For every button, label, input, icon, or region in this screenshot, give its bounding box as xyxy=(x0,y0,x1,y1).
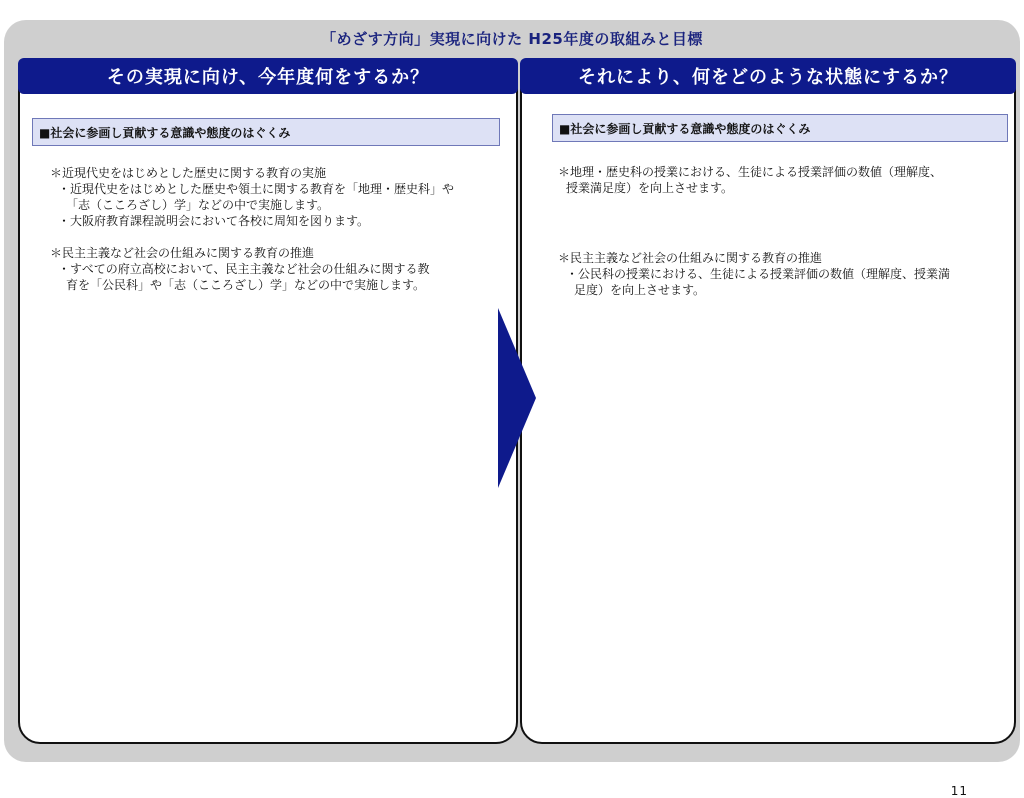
right-item-2-head: ＊民主主義など社会の仕組みに関する教育の推進 xyxy=(558,251,823,265)
left-panel-header: その実現に向け、今年度何をするか？ xyxy=(18,58,518,94)
page-number: 11 xyxy=(950,784,968,798)
left-panel xyxy=(18,58,518,744)
left-item-2-line-1: ・すべての府立高校において、民主主義など社会の仕組みに関する教 xyxy=(58,262,430,276)
left-item-2-head: ＊民主主義など社会の仕組みに関する教育の推進 xyxy=(50,246,315,260)
left-panel-content xyxy=(50,165,490,293)
right-panel-content xyxy=(558,164,998,298)
left-item-1-head: ＊近現代史をはじめとした歴史に関する教育の実施 xyxy=(50,166,327,180)
right-section-title: ■社会に参画し貢献する意識や態度のはぐくみ xyxy=(552,114,1008,142)
left-item-1-line-1: ・近現代史をはじめとした歴史や領土に関する教育を「地理・歴史科」や xyxy=(58,182,455,196)
left-item-1-line-2: 「志（こころざし）学」などの中で実施します。 xyxy=(66,198,330,212)
slide-title: 「めざす方向」実現に向けた H25年度の取組みと目標 xyxy=(321,30,703,48)
right-panel-header: それにより、何をどのような状態にするか？ xyxy=(520,58,1016,94)
right-item-2-line-2: 足度）を向上させます。 xyxy=(574,283,706,297)
right-item-1-head: ＊地理・歴史科の授業における、生徒による授業評価の数値（理解度、 xyxy=(558,165,943,179)
right-panel xyxy=(520,58,1016,798)
left-item-1-line-3: ・大阪府教育課程説明会において各校に周知を図ります。 xyxy=(58,214,370,228)
left-item-2-line-2: 育を「公民科」や「志（こころざし）学」などの中で実施します。 xyxy=(66,278,426,292)
right-item-1-line-1: 授業満足度）を向上させます。 xyxy=(566,181,734,195)
left-section-title: ■社会に参画し貢献する意識や態度のはぐくみ xyxy=(32,118,500,146)
right-item-2-line-1: ・公民科の授業における、生徒による授業評価の数値（理解度、授業満 xyxy=(566,267,951,281)
right-arrow-icon xyxy=(498,308,538,488)
